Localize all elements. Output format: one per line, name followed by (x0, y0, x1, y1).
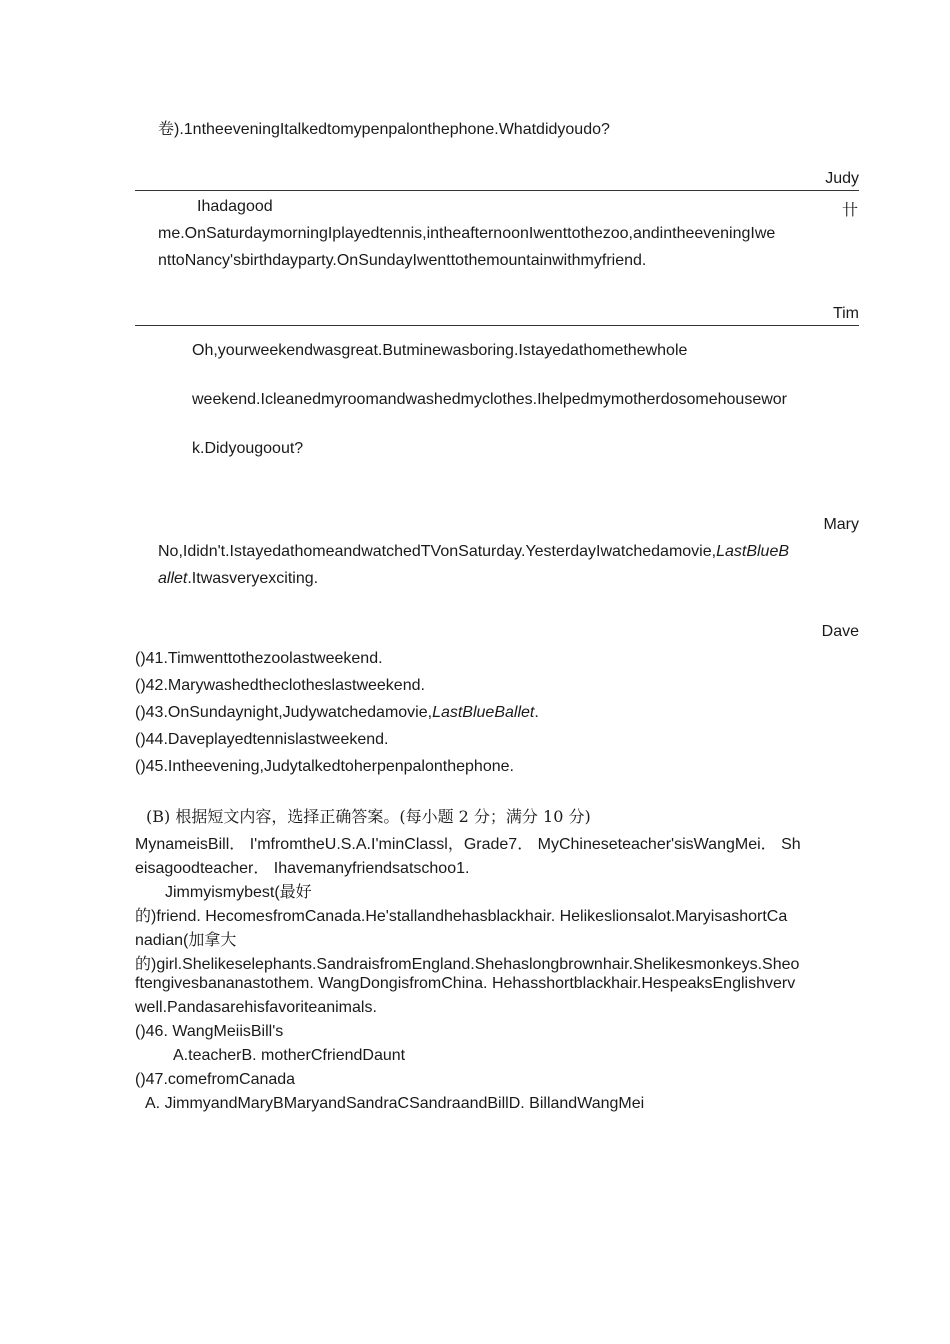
judy-mark: 卄 (842, 200, 859, 219)
question-43-end: . (534, 704, 539, 721)
question-43 (135, 704, 539, 722)
question-44: ()44.Daveplayedtennislastweekend. (135, 731, 389, 748)
movie-title: LastBlueBallet (432, 704, 535, 721)
mary-line-2-text: .Itwasveryexciting. (187, 570, 319, 587)
judy-line-2: me.OnSaturdaymorningIplayedtennis,intheafternoonIwenttothezoo,andintheeveningIwe (158, 225, 776, 242)
question-45: ()45.Intheevening,Judytalkedtoherpenpalonthephone. (135, 758, 514, 775)
question-47: ()47.comefromCanada (135, 1071, 296, 1088)
speaker-dave: Dave (821, 623, 859, 640)
tim-line-3: k.Didyougoout? (192, 440, 304, 457)
passage-line: nadian(加拿大 (135, 932, 237, 949)
judy-line-3: nttoNancy'sbirthdayparty.OnSundayIwenttothemountainwithmyfriend. (158, 252, 647, 269)
question-43-text: ()43.OnSundaynight,Judywatchedamovie, (135, 704, 433, 721)
speaker-mary: Mary (823, 516, 859, 533)
movie-title: LastBlueB (716, 543, 790, 560)
tim-line-2: weekend.Icleanedmyroomandwashedmyclothes.Ihelpedmymotherdosomehousewor (192, 391, 787, 408)
passage-line: ftengivesbananastothem. WangDongisfromChina. Hehasshortblackhair.HespeaksEnglishverv (135, 975, 796, 992)
tim-line-1: Oh,yourweekendwasgreat.Butminewasboring.Istayedathomethewhole (192, 342, 688, 359)
mary-line-1-text: No,Ididn't.IstayedathomeandwatchedTVonSaturday.YesterdayIwatchedamovie, (158, 543, 717, 560)
mary-line-2 (158, 570, 318, 588)
passage-line: MynameisBill． I'mfromtheU.S.A.I'minClassl，Grade7． MyChineseteacher'sisWangMei． Sh (135, 836, 801, 853)
passage-line: Jimmyismybest(最好 (165, 884, 312, 901)
intro-line: 卷).1ntheeveningItalkedtomypenpalonthephone.Whatdidyoudo? (158, 121, 610, 138)
divider (135, 325, 859, 326)
speaker-tim: Tim (832, 305, 859, 322)
passage-line: eisagoodteacher． Ihavemanyfriendsatschoo1. (135, 860, 470, 877)
speaker-judy: Judy (825, 170, 859, 187)
question-46-options: A.teacherB. motherCfriendDaunt (173, 1047, 406, 1064)
mary-line-1 (158, 543, 789, 561)
question-46: ()46. WangMeiisBill's (135, 1023, 284, 1040)
question-41: ()41.Timwenttothezoolastweekend. (135, 650, 383, 667)
passage-line: 的)girl.Shelikeselephants.SandraisfromEngland.Shehaslongbrownhair.Shelikesmonkeys.Sheo (135, 956, 800, 973)
section-b-heading: (B) 根据短文内容，选择正确答案。(每小题 2 分；满分 10 分) (146, 807, 591, 826)
divider (135, 190, 859, 191)
question-47-options: A. JimmyandMaryBMaryandSandraCSandraandBillD. BillandWangMei (145, 1095, 645, 1112)
judy-line-1: Ihadagood (197, 198, 273, 215)
passage-line: well.Pandasarehisfavoriteanimals. (135, 999, 377, 1016)
passage-line: 的)friend. HecomesfromCanada.He'stallandhehasblackhair. Helikeslionsalot.MaryisashortCa (135, 908, 788, 925)
question-42: ()42.Marywashedtheclotheslastweekend. (135, 677, 425, 694)
movie-title: allet (158, 570, 188, 587)
